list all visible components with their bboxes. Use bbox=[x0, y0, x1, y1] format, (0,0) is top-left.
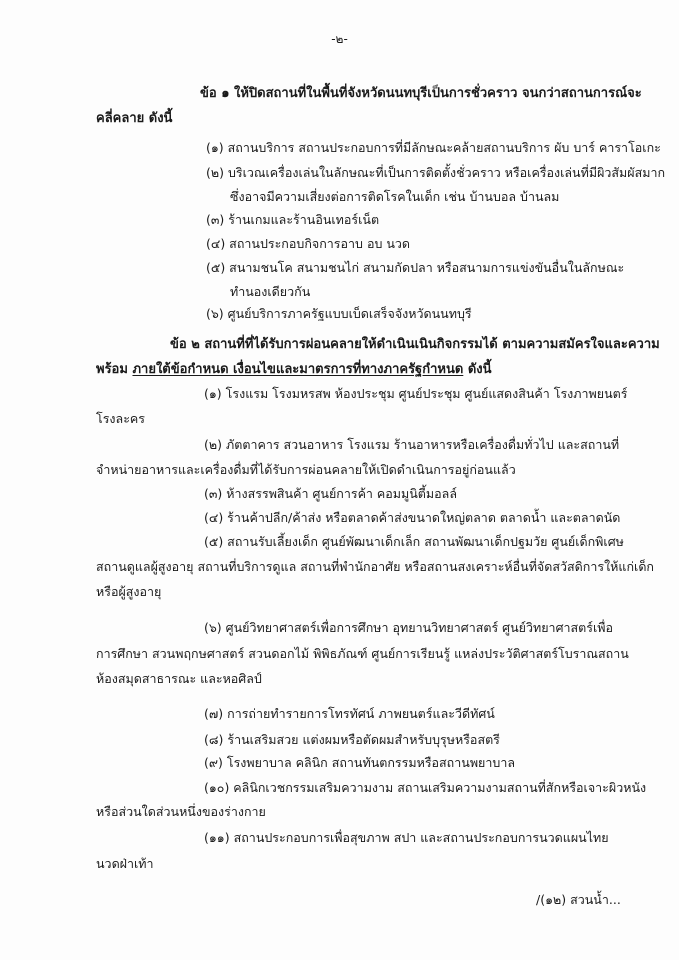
clause2-item-10: (๑๐) คลินิกเวชกรรมเสริมความงาม สถานเสริมความงามสถานที่สักหรือเจาะผิวหนัง bbox=[204, 780, 647, 795]
clause2-item-7: (๗) การถ่ายทำรายการโทรทัศน์ ภาพยนตร์และวีดีทัศน์ bbox=[204, 706, 495, 721]
clause2-heading-line1: ข้อ ๒ สถานที่ที่ได้รับการผ่อนคลายให้ดำเนินเนินกิจกรรมได้ ตามความสมัครใจและความ bbox=[170, 337, 660, 352]
clause2-item-8: (๘) ร้านเสริมสวย แต่งผมหรือตัดผมสำหรับบุรุษหรือสตรี bbox=[204, 732, 500, 747]
clause2-item-6-cont1: การศึกษา สวนพฤกษศาสตร์ สวนดอกไม้ พิพิธภัณฑ์ ศูนย์การเรียนรู้ แหล่งประวัติศาสตร์โบราณสถาน bbox=[96, 646, 629, 661]
page-number: -๒- bbox=[331, 32, 348, 46]
clause2-heading-underlined: ภายใต้ข้อกำหนด เงื่อนไขและมาตรการที่ทางภาครัฐกำหนด bbox=[132, 362, 464, 377]
clause1-item-2-cont: ซึ่งอาจมีความเสี่ยงต่อการติดโรคในเด็ก เช่น บ้านบอล บ้านลม bbox=[230, 189, 560, 204]
clause2-item-11-cont: นวดฝ่าเท้า bbox=[96, 856, 154, 871]
clause1-heading-line2: คลี่คลาย ดังนี้ bbox=[96, 111, 173, 126]
clause2-heading-prefix: พร้อม bbox=[96, 362, 133, 377]
clause2-item-5-cont2: หรือผู้สูงอายุ bbox=[96, 584, 162, 599]
clause2-item-2-cont: จำหน่ายอาหารและเครื่องดื่มที่ได้รับการผ่อนคลายให้เปิดดำเนินการอยู่ก่อนแล้ว bbox=[96, 462, 516, 477]
clause2-item-1-cont: โรงละคร bbox=[96, 411, 145, 426]
clause1-item-2: (๒) บริเวณเครื่องเล่นในลักษณะที่เป็นการติดตั้งชั่วคราว หรือเครื่องเล่นที่มีผิวสัมผัสมาก bbox=[206, 165, 666, 180]
clause1-item-5-cont: ทำนองเดียวกัน bbox=[230, 284, 311, 299]
clause1-item-3: (๓) ร้านเกมและร้านอินเทอร์เน็ต bbox=[206, 212, 380, 227]
clause2-item-5-cont1: สถานดูแลผู้สูงอายุ สถานที่บริการดูแล สถานที่พำนักอาศัย หรือสถานสงเคราะห์อื่นที่จัดสวัสดิการให้แก่เด็ก bbox=[96, 559, 655, 574]
clause2-item-6-cont2: ห้องสมุดสาธารณะ และหอศิลป์ bbox=[96, 671, 262, 686]
clause2-heading-line2 bbox=[96, 362, 492, 378]
clause2-item-10-cont: หรือส่วนใดส่วนหนึ่งของร่างกาย bbox=[96, 804, 266, 819]
clause1-item-6: (๖) ศูนย์บริการภาครัฐแบบเบ็ดเสร็จจังหวัดนนทบุรี bbox=[206, 306, 472, 321]
clause2-item-1: (๑) โรงแรม โรงมหรสพ ห้องประชุม ศูนย์ประชุม ศูนย์แสดงสินค้า โรงภาพยนตร์ bbox=[204, 386, 628, 401]
clause2-item-5: (๕) สถานรับเลี้ยงเด็ก ศูนย์พัฒนาเด็กเล็ก สถานพัฒนาเด็กปฐมวัย ศูนย์เด็กพิเศษ bbox=[204, 534, 624, 549]
clause2-item-3: (๓) ห้างสรรพสินค้า ศูนย์การค้า คอมมูนิตี้มอลล์ bbox=[204, 486, 457, 501]
clause2-item-9: (๙) โรงพยาบาล คลินิก สถานทันตกรรมหรือสถานพยาบาล bbox=[204, 755, 516, 770]
clause1-heading-line1: ข้อ ๑ ให้ปิดสถานที่ในพื้นที่จังหวัดนนทบุรีเป็นการชั่วคราว จนกว่าสถานการณ์จะ bbox=[200, 86, 642, 101]
clause2-item-4: (๔) ร้านค้าปลีก/ค้าส่ง หรือตลาดค้าส่งขนาดใหญ่ตลาด ตลาดน้ำ และตลาดนัด bbox=[204, 510, 621, 525]
clause2-heading-suffix: ดังนี้ bbox=[463, 362, 492, 377]
clause2-item-6: (๖) ศูนย์วิทยาศาสตร์เพื่อการศึกษา อุทยานวิทยาศาสตร์ ศูนย์วิทยาศาสตร์เพื่อ bbox=[204, 620, 614, 635]
clause1-item-4: (๔) สถานประกอบกิจการอาบ อบ นวด bbox=[206, 236, 411, 251]
clause2-item-11: (๑๑) สถานประกอบการเพื่อสุขภาพ สปา และสถานประกอบการนวดแผนไทย bbox=[204, 830, 609, 845]
clause2-item-2: (๒) ภัตตาคาร สวนอาหาร โรงแรม ร้านอาหารหรือเครื่องดื่มทั่วไป และสถานที่ bbox=[204, 437, 620, 452]
clause1-item-1: (๑) สถานบริการ สถานประกอบการที่มีลักษณะคล้ายสถานบริการ ผับ บาร์ คาราโอเกะ bbox=[206, 140, 661, 155]
continuation-note: /(๑๒) สวนน้ำ... bbox=[536, 892, 621, 907]
clause1-item-5: (๕) สนามชนโค สนามชนไก่ สนามกัดปลา หรือสนามการแข่งขันอื่นในลักษณะ bbox=[206, 260, 625, 275]
